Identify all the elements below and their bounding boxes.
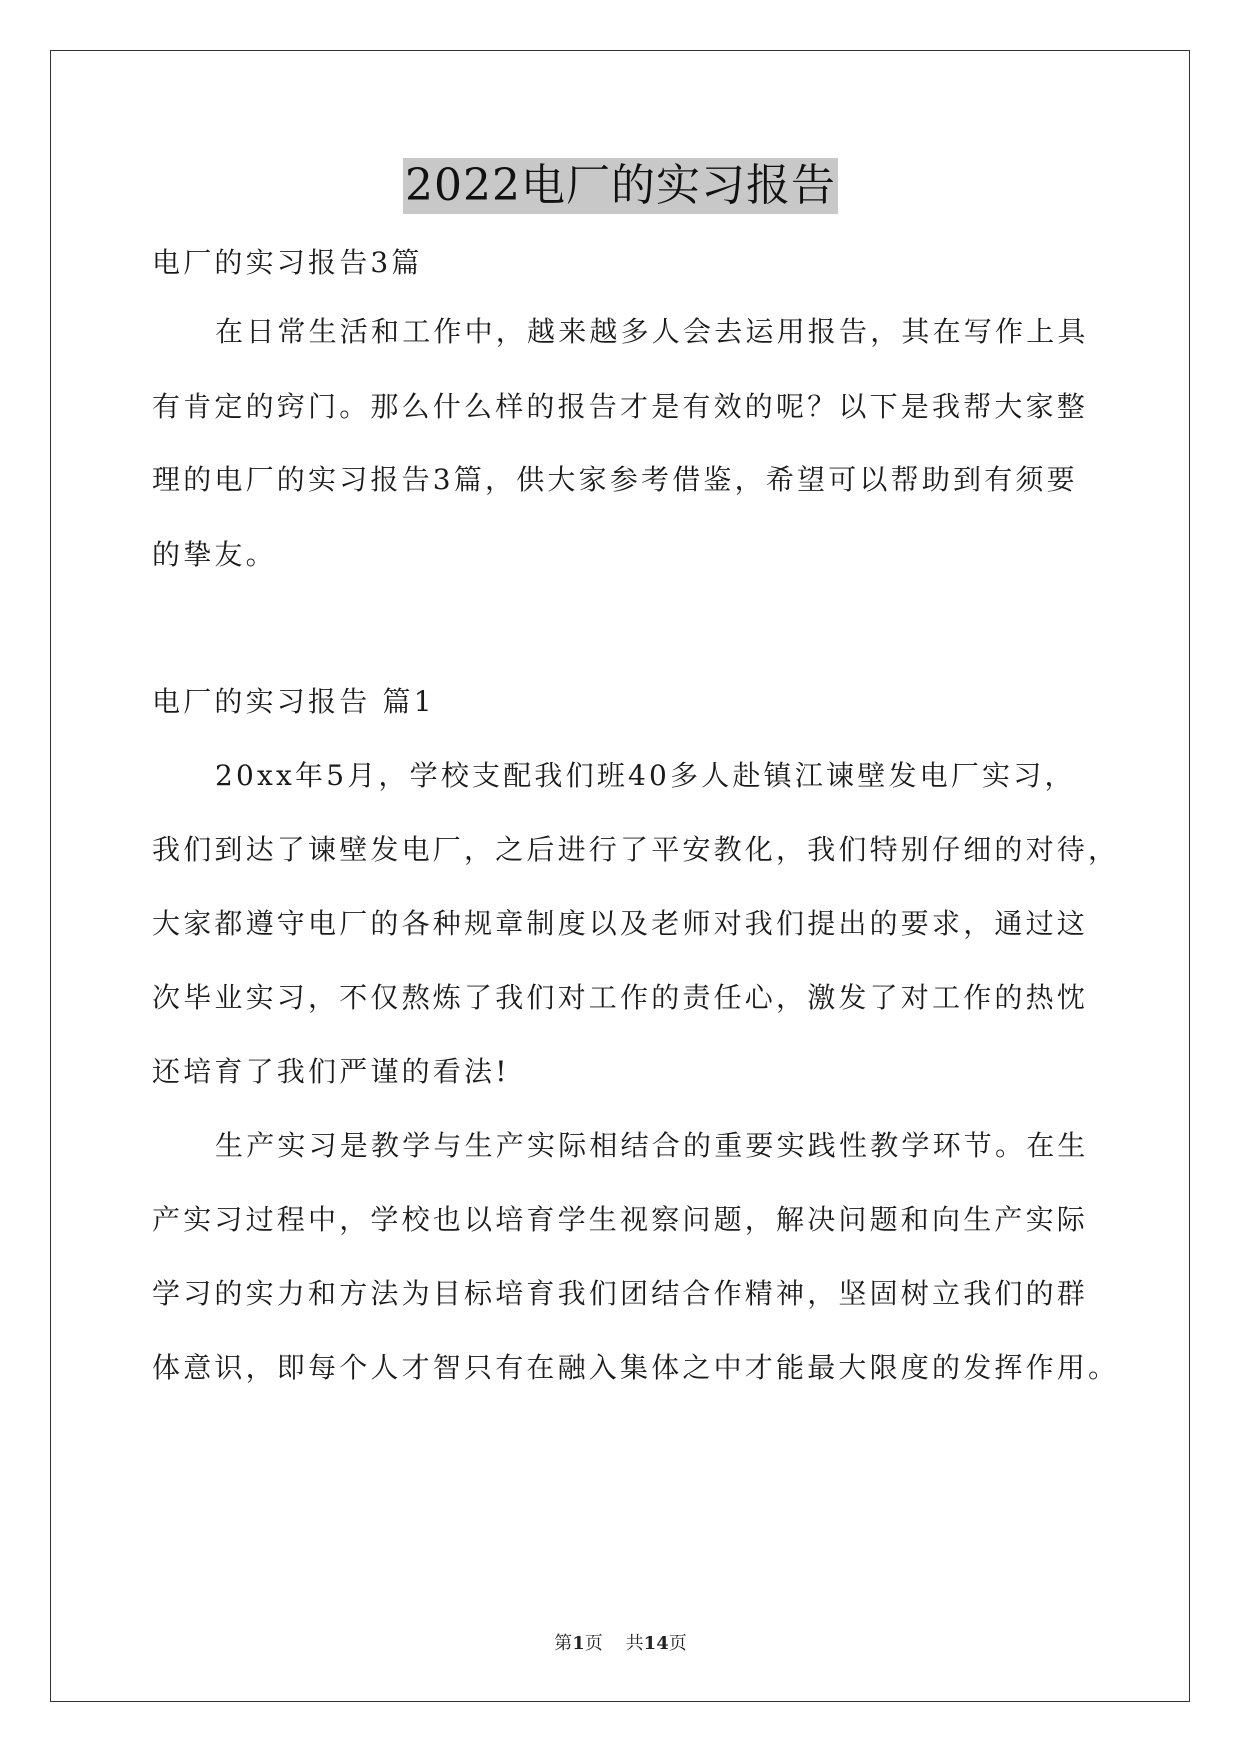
page-footer <box>0 1632 1241 1656</box>
para2-line-1: 生产实习是教学与生产实际相结合的重要实践性教学环节。在生 <box>215 1129 1089 1162</box>
footer-total-pages: 14 <box>643 1633 669 1654</box>
para1-line-5: 还培育了我们严谨的看法! <box>152 1055 510 1088</box>
intro-line-3: 理的电厂的实习报告3篇，供大家参考借鉴，希望可以帮助到有须要 <box>152 463 1078 496</box>
page-border <box>50 50 1190 1702</box>
para1-line-4: 次毕业实习，不仅熬炼了我们对工作的责任心，激发了对工作的热忱 <box>152 981 1089 1014</box>
footer-total-prefix: 共 <box>625 1633 644 1654</box>
para1-line-2: 我们到达了谏壁发电厂，之后进行了平安教化，我们特别仔细的对待， <box>152 833 1120 866</box>
section1-heading: 电厂的实习报告 篇1 <box>152 685 435 718</box>
title-container <box>0 158 1241 214</box>
para2-line-2: 产实习过程中，学校也以培育学生视察问题，解决问题和向生产实际 <box>152 1203 1089 1236</box>
para1-line-1: 20xx年5月，学校支配我们班40多人赴镇江谏壁发电厂实习， <box>215 759 1076 792</box>
para2-line-3: 学习的实力和方法为目标培育我们团结合作精神，坚固树立我们的群 <box>152 1277 1089 1310</box>
para2-line-4: 体意识，即每个人才智只有在融入集体之中才能最大限度的发挥作用。 <box>152 1351 1120 1384</box>
footer-total-suffix: 页 <box>668 1633 687 1654</box>
intro-line-2: 有肯定的窍门。那么什么样的报告才是有效的呢？以下是我帮大家整 <box>152 390 1089 423</box>
intro-line-4: 的挚友。 <box>152 538 277 571</box>
document-title: 2022电厂的实习报告 <box>403 158 838 214</box>
document-subtitle: 电厂的实习报告3篇 <box>152 246 423 279</box>
intro-line-1: 在日常生活和工作中，越来越多人会去运用报告，其在写作上具 <box>215 315 1089 348</box>
footer-page-suffix: 页 <box>584 1633 603 1654</box>
footer-page-prefix: 第 <box>554 1633 573 1654</box>
para1-line-3: 大家都遵守电厂的各种规章制度以及老师对我们提出的要求，通过这 <box>152 907 1089 940</box>
footer-page-number: 1 <box>572 1633 585 1654</box>
